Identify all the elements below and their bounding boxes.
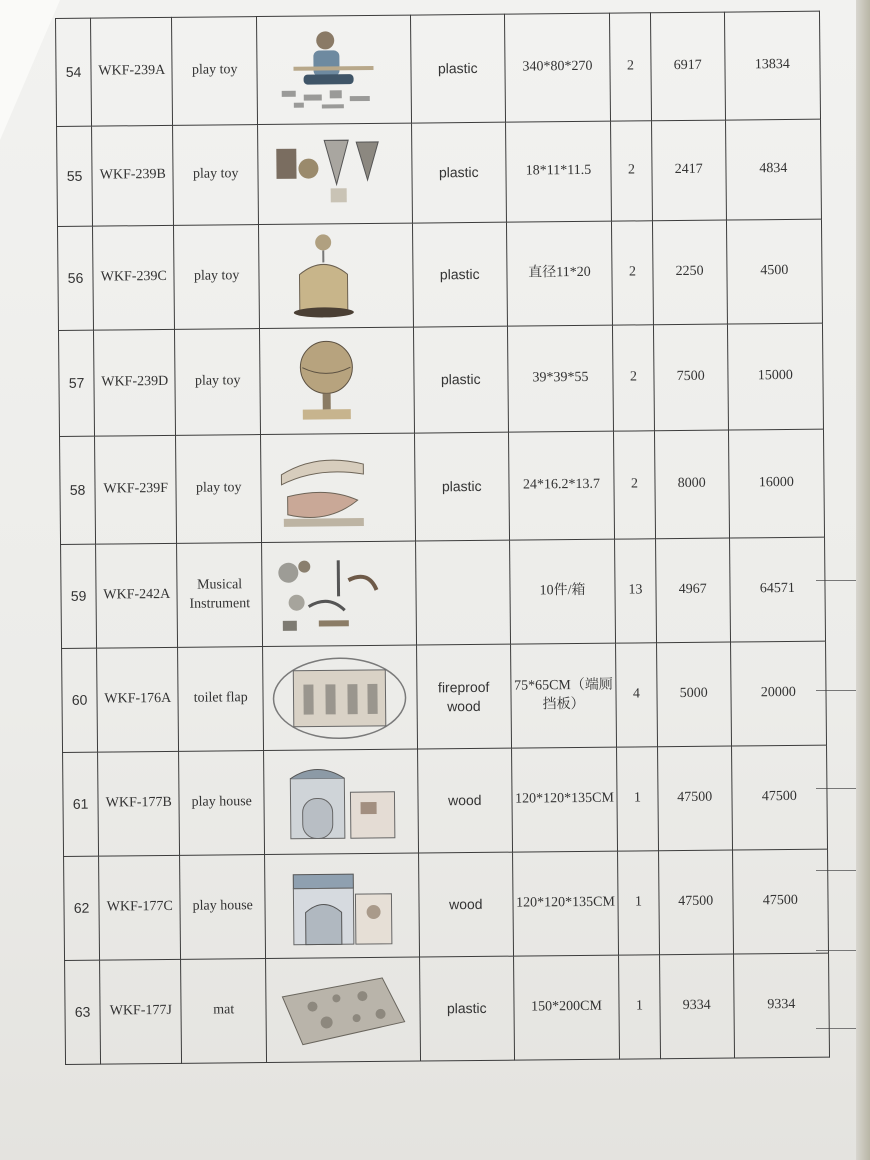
product-code: WKF-176A (97, 647, 179, 752)
size: 直径11*20 (506, 221, 613, 326)
table-row (61, 537, 826, 648)
size: 120*120*135CM (511, 747, 618, 852)
table-row (65, 953, 830, 1064)
material: wood (418, 852, 513, 957)
total-price: 15000 (727, 323, 823, 430)
bank-play-house-icon (272, 861, 413, 950)
instrument-set-icon (269, 549, 410, 638)
globe-model-icon (266, 336, 407, 425)
material: plastic (411, 122, 506, 223)
quantity: 1 (618, 851, 659, 955)
material: fireproof wood (416, 644, 511, 749)
material: plastic (419, 956, 514, 1061)
product-name: play toy (174, 225, 259, 330)
dome-toy-icon (265, 231, 406, 320)
total-price: 20000 (730, 641, 826, 746)
size: 340*80*270 (504, 13, 611, 122)
material: plastic (413, 326, 508, 433)
product-name: toilet flap (178, 647, 263, 752)
table-row (58, 323, 823, 436)
table-row (57, 119, 822, 226)
total-price: 47500 (731, 745, 827, 850)
total-price: 4834 (725, 119, 821, 220)
row-index: 58 (60, 436, 96, 544)
product-code: WKF-239C (93, 225, 175, 330)
row-index: 55 (57, 126, 93, 226)
row-index: 57 (58, 330, 94, 436)
quantity: 2 (610, 13, 651, 121)
quantity: 2 (612, 221, 653, 325)
row-index: 54 (56, 18, 92, 126)
product-code: WKF-177J (100, 959, 182, 1064)
product-code: WKF-239F (95, 435, 177, 544)
product-name: play house (179, 751, 264, 856)
total-price: 16000 (728, 429, 824, 538)
size: 120*120*135CM (512, 851, 619, 956)
quantity: 1 (617, 747, 658, 851)
unit-price: 5000 (656, 642, 731, 747)
product-code: WKF-177C (99, 855, 181, 960)
total-price: 13834 (724, 11, 820, 120)
unit-price: 6917 (650, 12, 725, 121)
table-row (63, 745, 828, 856)
material: plastic (414, 432, 509, 541)
total-price: 4500 (726, 219, 822, 324)
product-code: WKF-239D (94, 329, 176, 436)
play-house-icon (271, 757, 412, 846)
row-index: 62 (64, 856, 100, 960)
total-price: 64571 (729, 537, 825, 642)
size: 10件/箱 (509, 539, 616, 644)
row-index: 56 (58, 226, 94, 330)
product-code: WKF-177B (98, 751, 180, 856)
quantity: 2 (614, 431, 655, 539)
size: 18*11*11.5 (505, 121, 612, 222)
child-play-toy-icon (263, 25, 404, 114)
product-name: play toy (173, 125, 258, 226)
unit-price: 47500 (657, 746, 732, 851)
quantity: 4 (616, 643, 657, 747)
row-index: 60 (62, 648, 98, 752)
size: 75*65CM（端厕挡板） (510, 643, 617, 748)
row-index: 61 (63, 752, 99, 856)
unit-price: 2417 (651, 120, 726, 221)
unit-price: 7500 (653, 324, 728, 431)
shape-blocks-icon (264, 129, 405, 218)
size: 24*16.2*13.7 (508, 431, 615, 540)
table-row (56, 11, 821, 126)
quantity: 2 (611, 121, 652, 221)
material (415, 540, 510, 645)
material: wood (417, 748, 512, 853)
unit-price: 47500 (658, 850, 733, 955)
product-table (55, 11, 830, 1065)
toilet-flap-icon (270, 653, 411, 742)
product-name: play toy (175, 329, 261, 436)
table-row (64, 849, 829, 960)
product-name: play toy (172, 17, 258, 126)
product-name: play house (180, 855, 265, 960)
table-row (60, 429, 825, 544)
table-row (62, 641, 827, 752)
unit-price: 8000 (654, 430, 729, 539)
quantity: 13 (615, 539, 656, 643)
product-code: WKF-242A (96, 543, 178, 648)
size: 39*39*55 (507, 325, 614, 432)
product-code: WKF-239A (91, 17, 173, 126)
material: plastic (412, 222, 507, 327)
product-name: Musical Instrument (177, 543, 262, 648)
material: plastic (410, 14, 505, 123)
total-price: 9334 (733, 953, 829, 1058)
quantity: 1 (619, 955, 660, 1059)
quantity: 2 (613, 325, 654, 431)
size: 150*200CM (513, 955, 620, 1060)
product-name: mat (181, 959, 266, 1064)
unit-price: 4967 (655, 538, 730, 643)
mat-icon (273, 965, 414, 1054)
page-edge (856, 0, 870, 1160)
unit-price: 9334 (659, 954, 734, 1059)
row-index: 59 (61, 544, 97, 648)
product-name: play toy (176, 435, 262, 544)
product-code: WKF-239B (92, 125, 174, 226)
table-row (58, 219, 823, 330)
total-price: 47500 (732, 849, 828, 954)
teeth-model-icon (267, 443, 408, 532)
row-index: 63 (65, 960, 101, 1064)
unit-price: 2250 (652, 220, 727, 325)
back-sheet-corner (0, 0, 60, 140)
